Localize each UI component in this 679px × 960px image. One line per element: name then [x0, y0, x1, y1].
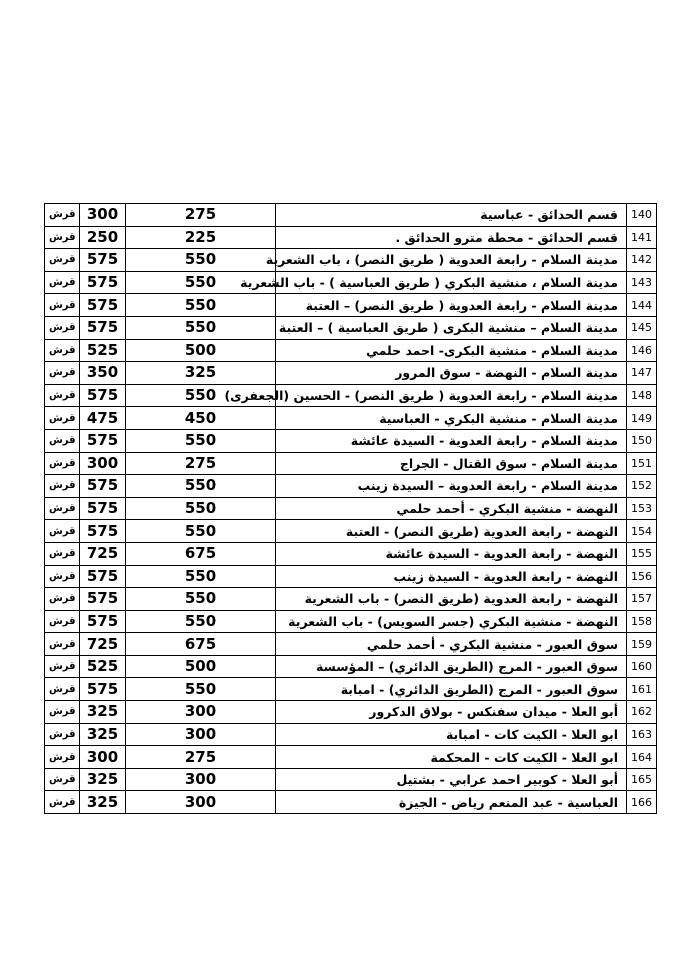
new-fare-cell: 575 [80, 249, 126, 272]
route-cell: النهضة - منشية البكري (جسر السويس) - باب الشعرية [276, 610, 627, 633]
route-cell: ابو العلا - الكيت كات - المحكمة [276, 746, 627, 769]
route-cell: سوق العبور - منشية البكري - أحمد حلمي [276, 633, 627, 656]
new-fare-cell: 350 [80, 362, 126, 385]
line-number-cell: 155 [627, 542, 657, 565]
table-row [45, 339, 657, 362]
route-cell: مدينة السلام - رابعة العدوية ( طريق النصر) ، باب الشعرية [276, 249, 627, 272]
route-cell: سوق العبور - المرج (الطريق الدائري) - امبابة [276, 678, 627, 701]
line-number-cell: 162 [627, 701, 657, 724]
table-row [45, 701, 657, 724]
table-row [45, 588, 657, 611]
currency-unit-cell: قرش [45, 723, 80, 746]
line-number-cell: 151 [627, 452, 657, 475]
route-cell: النهضة - رابعة العدوية (طريق النصر) - العتبة [276, 520, 627, 543]
line-number-cell: 145 [627, 316, 657, 339]
route-cell: العباسية - عبد المنعم رياض - الجيزة [276, 791, 627, 814]
line-number-cell: 147 [627, 362, 657, 385]
old-fare-cell: 550 [126, 497, 276, 520]
currency-unit-cell: قرش [45, 542, 80, 565]
new-fare-cell: 575 [80, 384, 126, 407]
new-fare-cell: 575 [80, 475, 126, 498]
new-fare-cell: 300 [80, 204, 126, 227]
line-number-cell: 152 [627, 475, 657, 498]
route-cell: سوق العبور - المرج (الطريق الدائري) – المؤسسة [276, 655, 627, 678]
table-row [45, 249, 657, 272]
new-fare-cell: 325 [80, 768, 126, 791]
currency-unit-cell: قرش [45, 204, 80, 227]
line-number-cell: 160 [627, 655, 657, 678]
line-number-cell: 149 [627, 407, 657, 430]
old-fare-cell: 275 [126, 204, 276, 227]
old-fare-cell: 325 [126, 362, 276, 385]
table-row [45, 655, 657, 678]
line-number-cell: 143 [627, 271, 657, 294]
old-fare-cell: 500 [126, 339, 276, 362]
line-number-cell: 153 [627, 497, 657, 520]
new-fare-cell: 575 [80, 588, 126, 611]
table-row [45, 204, 657, 227]
route-cell: النهضة - رابعة العدوية (طريق النصر) - باب الشعرية [276, 588, 627, 611]
currency-unit-cell: قرش [45, 588, 80, 611]
line-number-cell: 148 [627, 384, 657, 407]
old-fare-cell: 550 [126, 565, 276, 588]
table-row [45, 294, 657, 317]
line-number-cell: 163 [627, 723, 657, 746]
old-fare-cell: 550 [126, 294, 276, 317]
table-row [45, 407, 657, 430]
line-number-cell: 159 [627, 633, 657, 656]
route-cell: ابو العلا - الكيت كات - امبابة [276, 723, 627, 746]
old-fare-cell: 550 [126, 475, 276, 498]
route-cell: النهضة - رابعة العدوية - السيدة عائشة [276, 542, 627, 565]
old-fare-cell: 550 [126, 384, 276, 407]
currency-unit-cell: قرش [45, 339, 80, 362]
currency-unit-cell: قرش [45, 791, 80, 814]
new-fare-cell: 575 [80, 565, 126, 588]
new-fare-cell: 575 [80, 678, 126, 701]
table-row [45, 768, 657, 791]
old-fare-cell: 550 [126, 610, 276, 633]
fare-table-body [45, 204, 657, 814]
table-row [45, 497, 657, 520]
currency-unit-cell: قرش [45, 316, 80, 339]
old-fare-cell: 300 [126, 791, 276, 814]
new-fare-cell: 300 [80, 746, 126, 769]
table-row [45, 362, 657, 385]
route-cell: مدينة السلام - النهضة - سوق المرور [276, 362, 627, 385]
table-row [45, 316, 657, 339]
new-fare-cell: 575 [80, 429, 126, 452]
line-number-cell: 156 [627, 565, 657, 588]
new-fare-cell: 575 [80, 316, 126, 339]
fare-table [44, 203, 657, 814]
route-cell: مدينة السلام - رابعة العدوية ( طريق النصر) – العتبة [276, 294, 627, 317]
line-number-cell: 164 [627, 746, 657, 769]
table-row [45, 723, 657, 746]
line-number-cell: 140 [627, 204, 657, 227]
route-cell: مدينة السلام - منشية البكرى- احمد حلمي [276, 339, 627, 362]
table-row [45, 610, 657, 633]
line-number-cell: 146 [627, 339, 657, 362]
currency-unit-cell: قرش [45, 249, 80, 272]
old-fare-cell: 550 [126, 249, 276, 272]
table-row [45, 271, 657, 294]
route-cell: النهضة - منشية البكري - أحمد حلمي [276, 497, 627, 520]
new-fare-cell: 725 [80, 633, 126, 656]
old-fare-cell: 675 [126, 542, 276, 565]
currency-unit-cell: قرش [45, 633, 80, 656]
new-fare-cell: 325 [80, 723, 126, 746]
currency-unit-cell: قرش [45, 565, 80, 588]
line-number-cell: 142 [627, 249, 657, 272]
old-fare-cell: 300 [126, 701, 276, 724]
route-cell: قسم الحدائق - عباسية [276, 204, 627, 227]
line-number-cell: 166 [627, 791, 657, 814]
old-fare-cell: 550 [126, 429, 276, 452]
currency-unit-cell: قرش [45, 678, 80, 701]
route-cell: قسم الحدائق - محطة مترو الحدائق . [276, 226, 627, 249]
old-fare-cell: 275 [126, 452, 276, 475]
new-fare-cell: 250 [80, 226, 126, 249]
route-cell: النهضة - رابعة العدوية - السيدة زينب [276, 565, 627, 588]
new-fare-cell: 475 [80, 407, 126, 430]
route-cell: مدينة السلام - رابعة العدوية - السيدة عائشة [276, 429, 627, 452]
old-fare-cell: 550 [126, 678, 276, 701]
currency-unit-cell: قرش [45, 452, 80, 475]
table-row [45, 452, 657, 475]
table-row [45, 226, 657, 249]
table-row [45, 475, 657, 498]
line-number-cell: 141 [627, 226, 657, 249]
new-fare-cell: 525 [80, 339, 126, 362]
route-cell: أبو العلا - كوبير احمد عرابي - بشتيل [276, 768, 627, 791]
table-row [45, 429, 657, 452]
route-cell: مدينة السلام - سوق القتال - الجراج [276, 452, 627, 475]
new-fare-cell: 575 [80, 497, 126, 520]
old-fare-cell: 500 [126, 655, 276, 678]
currency-unit-cell: قرش [45, 475, 80, 498]
old-fare-cell: 550 [126, 520, 276, 543]
old-fare-cell: 450 [126, 407, 276, 430]
route-cell: مدينة السلام - رابعة العدوية ( طريق النصر) - الحسين (الجعفرى) [276, 384, 627, 407]
old-fare-cell: 675 [126, 633, 276, 656]
line-number-cell: 158 [627, 610, 657, 633]
route-cell: مدينة السلام ، منشية البكري ( طريق العباسية ) - باب الشعرية [276, 271, 627, 294]
currency-unit-cell: قرش [45, 520, 80, 543]
currency-unit-cell: قرش [45, 407, 80, 430]
currency-unit-cell: قرش [45, 429, 80, 452]
currency-unit-cell: قرش [45, 271, 80, 294]
table-row [45, 542, 657, 565]
currency-unit-cell: قرش [45, 226, 80, 249]
old-fare-cell: 550 [126, 271, 276, 294]
table-row [45, 633, 657, 656]
line-number-cell: 161 [627, 678, 657, 701]
old-fare-cell: 300 [126, 768, 276, 791]
currency-unit-cell: قرش [45, 294, 80, 317]
table-row [45, 565, 657, 588]
currency-unit-cell: قرش [45, 362, 80, 385]
currency-unit-cell: قرش [45, 497, 80, 520]
currency-unit-cell: قرش [45, 746, 80, 769]
old-fare-cell: 550 [126, 588, 276, 611]
currency-unit-cell: قرش [45, 384, 80, 407]
line-number-cell: 157 [627, 588, 657, 611]
table-row [45, 791, 657, 814]
new-fare-cell: 725 [80, 542, 126, 565]
old-fare-cell: 225 [126, 226, 276, 249]
route-cell: مدينة السلام - رابعة العدوية – السيدة زينب [276, 475, 627, 498]
new-fare-cell: 300 [80, 452, 126, 475]
route-cell: أبو العلا - ميدان سفنكس - بولاق الدكرور [276, 701, 627, 724]
new-fare-cell: 575 [80, 271, 126, 294]
route-cell: مدينة السلام - منشية البكري - العباسية [276, 407, 627, 430]
new-fare-cell: 325 [80, 791, 126, 814]
currency-unit-cell: قرش [45, 655, 80, 678]
currency-unit-cell: قرش [45, 701, 80, 724]
new-fare-cell: 575 [80, 294, 126, 317]
line-number-cell: 154 [627, 520, 657, 543]
old-fare-cell: 275 [126, 746, 276, 769]
new-fare-cell: 325 [80, 701, 126, 724]
new-fare-cell: 575 [80, 610, 126, 633]
new-fare-cell: 525 [80, 655, 126, 678]
line-number-cell: 144 [627, 294, 657, 317]
table-row [45, 678, 657, 701]
new-fare-cell: 575 [80, 520, 126, 543]
line-number-cell: 165 [627, 768, 657, 791]
old-fare-cell: 300 [126, 723, 276, 746]
old-fare-cell: 550 [126, 316, 276, 339]
line-number-cell: 150 [627, 429, 657, 452]
table-row [45, 746, 657, 769]
table-row [45, 384, 657, 407]
table-row [45, 520, 657, 543]
currency-unit-cell: قرش [45, 768, 80, 791]
currency-unit-cell: قرش [45, 610, 80, 633]
route-cell: مدينة السلام – منشية البكرى ( طريق العباسية ) – العتبة [276, 316, 627, 339]
